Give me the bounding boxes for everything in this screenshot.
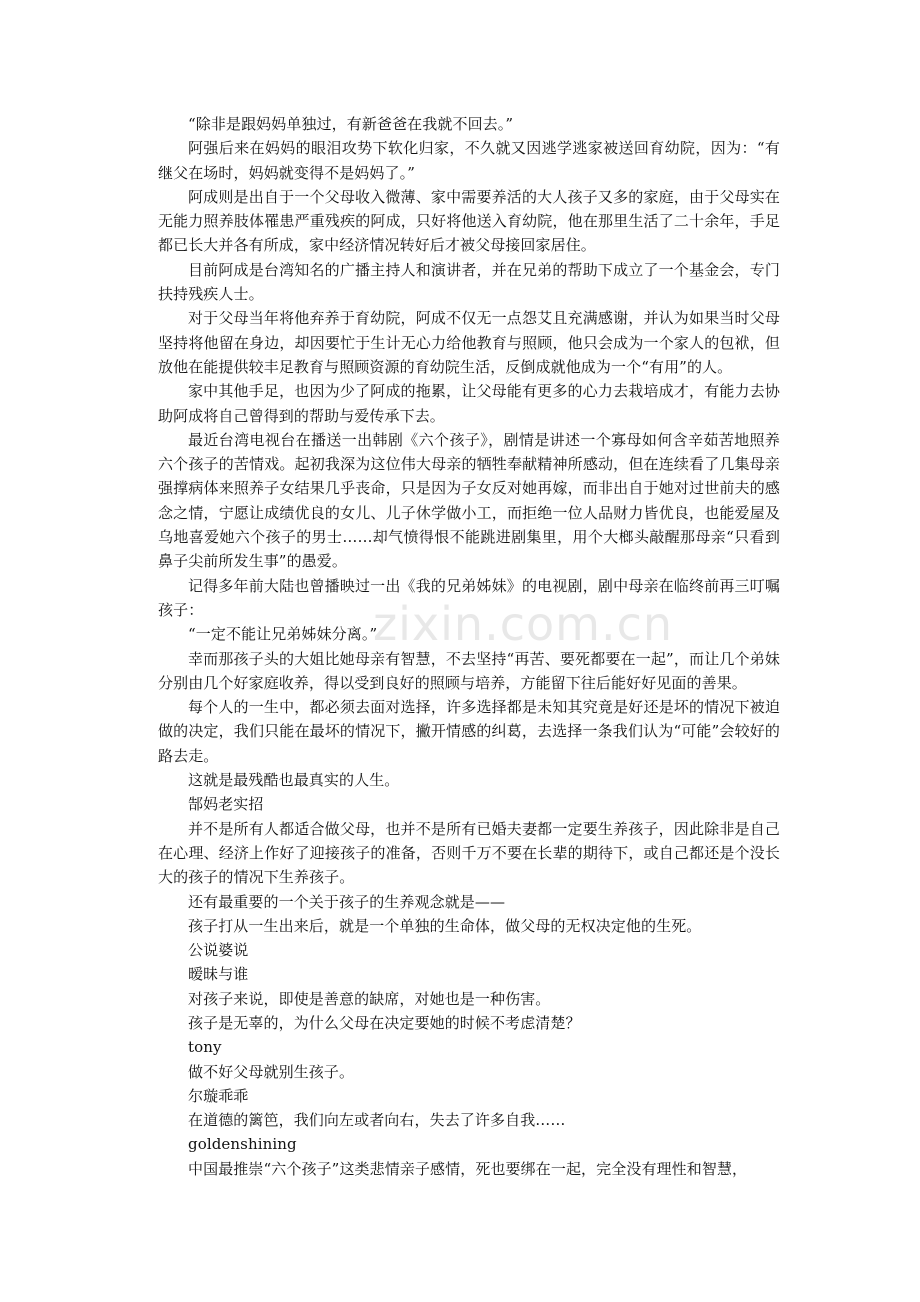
paragraph: 对孩子来说，即使是善意的缺席，对她也是一种伤害。 [188, 989, 551, 1008]
paragraph: 阿强后来在妈妈的眼泪攻势下软化归家，不久就又因逃学逃家被送回育幼院，因为：“有继父在场时，妈妈就变得不是妈妈了。” [158, 139, 780, 182]
paragraph: 记得多年前大陆也曾播映过一出《我的兄弟姊妹》的电视剧，剧中母亲在临终前再三叮嘱孩子： [158, 576, 780, 619]
paragraph: tony [188, 1038, 222, 1057]
paragraph: 并不是所有人都适合做父母，也并不是所有已婚夫妻都一定要生养孩子，因此除非是自己在心理、经济上作好了迎接孩子的准备，否则千万不要在长辈的期待下，或自己都还是个没长大的孩子的情况下生养孩子。 [158, 819, 780, 887]
paragraph: 做不好父母就别生孩子。 [188, 1062, 355, 1081]
paragraph: 暧昧与谁 [188, 965, 249, 984]
paragraph: 中国最推崇“六个孩子”这类悲情亲子感情，死也要绑在一起，完全没有理性和智慧， [188, 1159, 748, 1178]
paragraph: 目前阿成是台湾知名的广播主持人和演讲者，并在兄弟的帮助下成立了一个基金会，专门扶持残疾人士。 [158, 260, 780, 304]
paragraph: 公说婆说 [188, 941, 249, 960]
paragraph: goldenshining [188, 1135, 297, 1154]
paragraph: 阿成则是出自于一个父母收入微薄、家中需要养活的大人孩子又多的家庭，由于父母实在无能力照养肢体罹患严重残疾的阿成，只好将他送入育幼院，他在那里生活了二十余年，手足都已长大并各有所成，家中经济情况转好后才被父母接回家居住。 [158, 187, 780, 255]
paragraph: 这就是最残酷也最真实的人生。 [188, 771, 400, 790]
paragraph: 孩子打从一生出来后，就是一个单独的生命体，做父母的无权决定他的生死。 [188, 916, 702, 935]
watermark: zixin.com.cn [373, 597, 674, 651]
paragraph: 在道德的篱笆，我们向左或者向右，失去了许多自我…… [188, 1111, 566, 1130]
document-body [158, 112, 780, 1181]
paragraph: 最近台湾电视台在播送一出韩剧《六个孩子》，剧情是讲述一个寡母如何含辛茹苦地照养六个孩子的苦情戏。起初我深为这位伟大母亲的牺牲奉献精神所感动，但在连续看了几集母亲强撑病体来照养子女结果几乎丧命，只是因为子女反对她再嫁，而非出自于她对过世前夫的感念之情，宁愿让成绩优良的女儿、儿子休学做小工，而拒绝一位人品财力皆优良，也能爱屋及乌地喜爱她六个孩子的男士……却气愤得恨不能跳进剧集里，用个大榔头敲醒那母亲“只看到鼻子尖前所发生事”的愚爱。 [158, 430, 780, 571]
paragraph: “一定不能让兄弟姊妹分离。” [188, 625, 378, 644]
paragraph: “除非是跟妈妈单独过，有新爸爸在我就不回去。” [188, 115, 514, 133]
paragraph: 尔璇乖乖 [188, 1086, 249, 1105]
paragraph: 家中其他手足，也因为少了阿成的拖累，让父母能有更多的心力去栽培成才，有能力去协助阿成将自己曾得到的帮助与爱传承下去。 [158, 382, 780, 425]
paragraph: 孩子是无辜的，为什么父母在决定要她的时候不考虑清楚？ [188, 1013, 581, 1032]
paragraph: 还有最重要的一个关于孩子的生养观念就是—— [188, 892, 506, 911]
paragraph: 幸而那孩子头的大姐比她母亲有智慧，不去坚持“再苦、要死都要在一起”，而让几个弟妹分别由几个好家庭收养，得以受到良好的照顾与培养，方能留下往后能好好见面的善果。 [158, 649, 780, 692]
paragraph: 郜妈老实招 [188, 795, 264, 814]
paragraph: 每个人的一生中，都必须去面对选择，许多选择都是未知其究竟是好还是坏的情况下被迫做的决定，我们只能在最坏的情况下，撇开情感的纠葛，去选择一条我们认为“可能”会较好的路去走。 [158, 698, 780, 765]
paragraph: 对于父母当年将他弃养于育幼院，阿成不仅无一点怨艾且充满感谢，并认为如果当时父母坚持将他留在身边，却因要忙于生计无心力给他教育与照顾，他只会成为一个家人的包袱，但放他在能提供较丰足教育与照顾资源的育幼院生活，反倒成就他成为一个“有用”的人。 [158, 309, 780, 376]
